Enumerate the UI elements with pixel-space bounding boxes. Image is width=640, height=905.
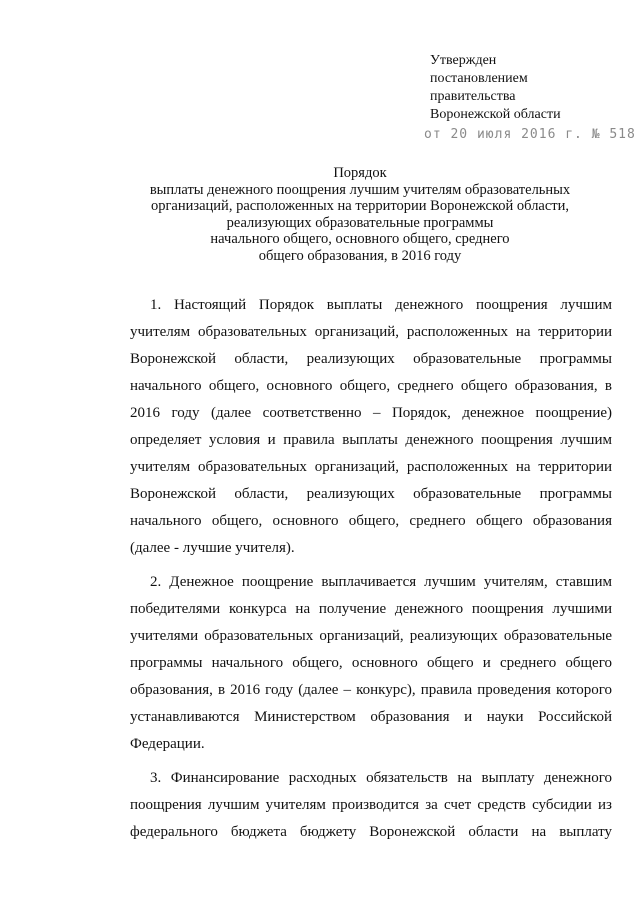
approval-line-government: правительства (430, 89, 516, 104)
title-line-1: Порядок (333, 165, 387, 181)
document-body (130, 292, 612, 853)
paragraph-1: 1. Настоящий Порядок выплаты денежного поощрения лучшим учителям образовательных организаций, расположенных на территории Воронежской области, реализующих образовательные программы начального общего, основного общего, среднего общего образования, в 2016 году (далее соответственно – Порядок, денежное поощрение) определяет условия и правила выплаты денежного поощрения лучшим учителям образовательных организаций, расположенных на территории Воронежской области, реализующих образовательные программы начального общего, основного общего, среднего общего образования (далее - лучшие учителя). (130, 297, 612, 556)
approval-line-approved: Утвержден (430, 53, 497, 68)
paragraph-3: 3. Финансирование расходных обязательств на выплату денежного поощрения лучшим учителям производится за счет средств субсидии из федерального бюджета бюджету Воронежской области на выплату (130, 770, 612, 840)
document-title (120, 165, 600, 264)
approval-line-region: Воронежской области (430, 107, 561, 122)
title-line-6: общего образования, в 2016 году (258, 247, 462, 264)
title-line-3: организаций, расположенных на территории Воронежской области, (150, 198, 570, 214)
title-line-5: начального общего, основного общего, среднего (210, 231, 510, 247)
approval-date-stamp: от 20 июля 2016 г. № 518 (424, 127, 636, 142)
approval-line-resolution: постановлением (430, 71, 528, 86)
approval-block (424, 52, 636, 142)
paragraph-2: 2. Денежное поощрение выплачивается лучшим учителям, ставшим победителями конкурса на получение денежного поощрения лучшими учителями образовательных организаций, реализующих образовательные программы начального общего, основного общего и среднего общего образования, в 2016 году (далее – конкурс), правила проведения которого устанавливаются Министерством образования и науки Российской Федерации. (130, 574, 612, 752)
title-line-2: выплаты денежного поощрения лучшим учителям образовательных (149, 181, 571, 198)
title-line-4: реализующих образовательные программы (226, 214, 494, 231)
